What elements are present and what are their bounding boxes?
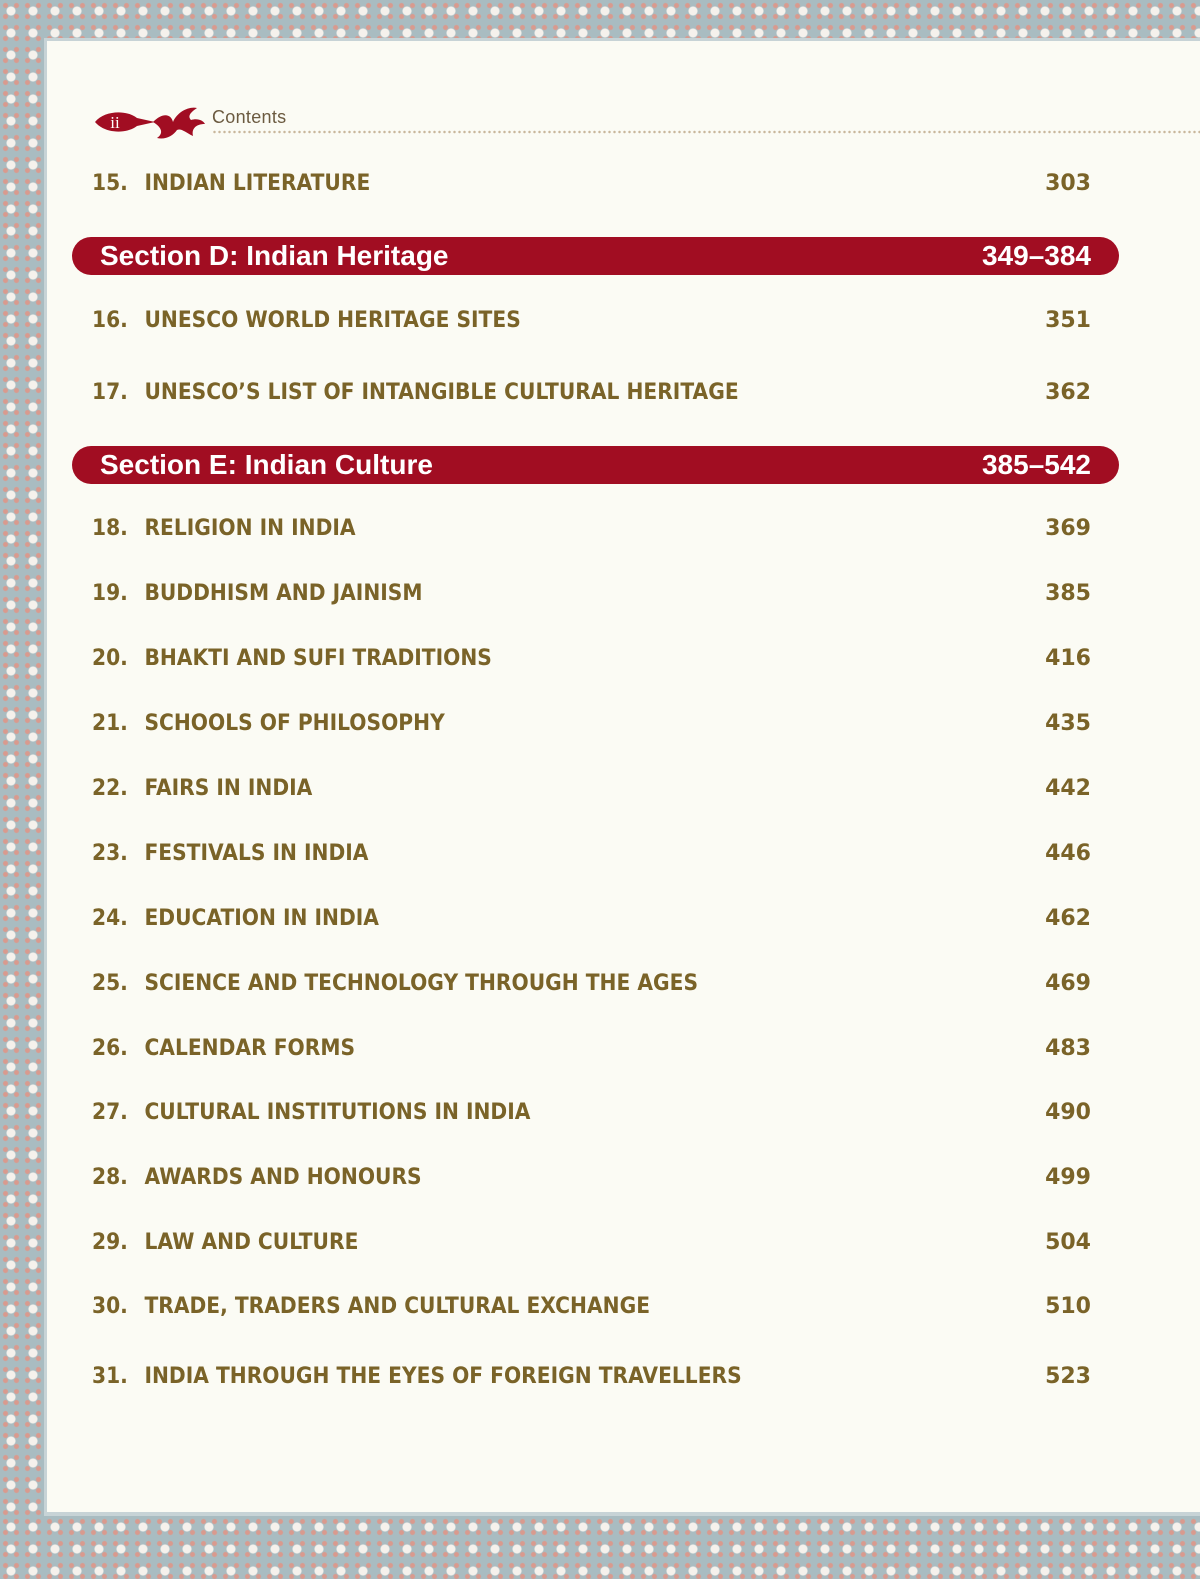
inner-border-line-top: [44, 38, 1200, 41]
toc-entry[interactable]: [0, 704, 1200, 744]
entry-title: FAIRS IN INDIA: [144, 776, 313, 801]
entry-title: CALENDAR FORMS: [144, 1036, 356, 1061]
toc-entry[interactable]: [0, 834, 1200, 874]
toc-entry[interactable]: [0, 964, 1200, 1004]
entry-page-number: 303: [1045, 171, 1091, 196]
decorative-border-top: [0, 0, 1200, 38]
toc-entry[interactable]: [0, 301, 1200, 341]
toc-entry[interactable]: [0, 1223, 1200, 1263]
entry-number: 24.: [92, 906, 128, 931]
toc-entry[interactable]: [0, 1158, 1200, 1198]
toc-entry[interactable]: [0, 1093, 1200, 1133]
entry-number: 25.: [92, 971, 128, 996]
entry-number: 19.: [92, 581, 128, 606]
section-page-range: 349–384: [981, 240, 1091, 271]
entry-number: 22.: [92, 776, 128, 801]
toc-entry[interactable]: [0, 164, 1200, 204]
toc-entry[interactable]: [0, 639, 1200, 679]
entry-number: 28.: [92, 1165, 128, 1190]
entry-page-number: 442: [1045, 776, 1091, 801]
entry-title: CULTURAL INSTITUTIONS IN INDIA: [144, 1100, 531, 1125]
entry-page-number: 446: [1045, 841, 1091, 866]
entry-number: 30.: [92, 1294, 128, 1319]
entry-number: 27.: [92, 1100, 128, 1125]
entry-page-number: 385: [1045, 581, 1091, 606]
toc-entry[interactable]: [0, 574, 1200, 614]
page-number-label: ii: [110, 113, 120, 132]
entry-number: 31.: [92, 1364, 128, 1389]
entry-title: RELIGION IN INDIA: [144, 516, 356, 541]
entry-title: INDIAN LITERATURE: [144, 171, 371, 196]
entry-title: INDIA THROUGH THE EYES OF FOREIGN TRAVELLERS: [144, 1364, 742, 1389]
entry-number: 18.: [92, 516, 128, 541]
section-label: Section E: Indian Culture: [100, 449, 433, 480]
entry-page-number: 483: [1045, 1036, 1091, 1061]
entry-page-number: 510: [1045, 1294, 1091, 1319]
header-emblem-icon: [93, 102, 211, 142]
entry-title: BUDDHISM AND JAINISM: [144, 581, 423, 606]
entry-number: 29.: [92, 1230, 128, 1255]
decorative-border-bottom: [0, 1516, 1200, 1579]
toc-entry[interactable]: [0, 899, 1200, 939]
entry-page-number: 351: [1045, 308, 1091, 333]
entry-title: TRADE, TRADERS AND CULTURAL EXCHANGE: [144, 1294, 651, 1319]
entry-page-number: 369: [1045, 516, 1091, 541]
entry-page-number: 523: [1045, 1364, 1091, 1389]
entry-title: SCHOOLS OF PHILOSOPHY: [144, 711, 445, 736]
toc-entry[interactable]: [0, 1287, 1200, 1327]
entry-title: FESTIVALS IN INDIA: [144, 841, 369, 866]
entry-page-number: 490: [1045, 1100, 1091, 1125]
section-e-header[interactable]: [72, 446, 1119, 484]
entry-number: 20.: [92, 646, 128, 671]
entry-title: BHAKTI AND SUFI TRADITIONS: [144, 646, 492, 671]
entry-number: 23.: [92, 841, 128, 866]
entry-title: UNESCO WORLD HERITAGE SITES: [144, 308, 521, 333]
header-dotted-rule: [212, 130, 1200, 134]
section-label: Section D: Indian Heritage: [100, 240, 449, 271]
entry-page-number: 462: [1045, 906, 1091, 931]
entry-page-number: 499: [1045, 1165, 1091, 1190]
entry-page-number: 362: [1045, 380, 1091, 405]
entry-title: LAW AND CULTURE: [144, 1230, 359, 1255]
entry-title: EDUCATION IN INDIA: [144, 906, 379, 931]
section-page-range: 385–542: [981, 449, 1091, 480]
entry-page-number: 435: [1045, 711, 1091, 736]
entry-page-number: 504: [1045, 1230, 1091, 1255]
entry-number: 26.: [92, 1036, 128, 1061]
entry-title: SCIENCE AND TECHNOLOGY THROUGH THE AGES: [144, 971, 699, 996]
toc-entry[interactable]: [0, 1357, 1200, 1397]
toc-entry[interactable]: [0, 509, 1200, 549]
entry-number: 16.: [92, 308, 128, 333]
entry-title: UNESCO’S LIST OF INTANGIBLE CULTURAL HERITAGE: [144, 380, 739, 405]
page-header-title: Contents: [212, 107, 287, 127]
inner-border-line-bottom: [44, 1512, 1200, 1516]
entry-number: 21.: [92, 711, 128, 736]
entry-title: AWARDS AND HONOURS: [144, 1165, 422, 1190]
toc-entry[interactable]: [0, 373, 1200, 413]
toc-entry[interactable]: [0, 1029, 1200, 1069]
entry-page-number: 469: [1045, 971, 1091, 996]
toc-entry[interactable]: [0, 769, 1200, 809]
entry-page-number: 416: [1045, 646, 1091, 671]
entry-number: 17.: [92, 380, 128, 405]
entry-number: 15.: [92, 171, 128, 196]
section-d-header[interactable]: [72, 237, 1119, 275]
